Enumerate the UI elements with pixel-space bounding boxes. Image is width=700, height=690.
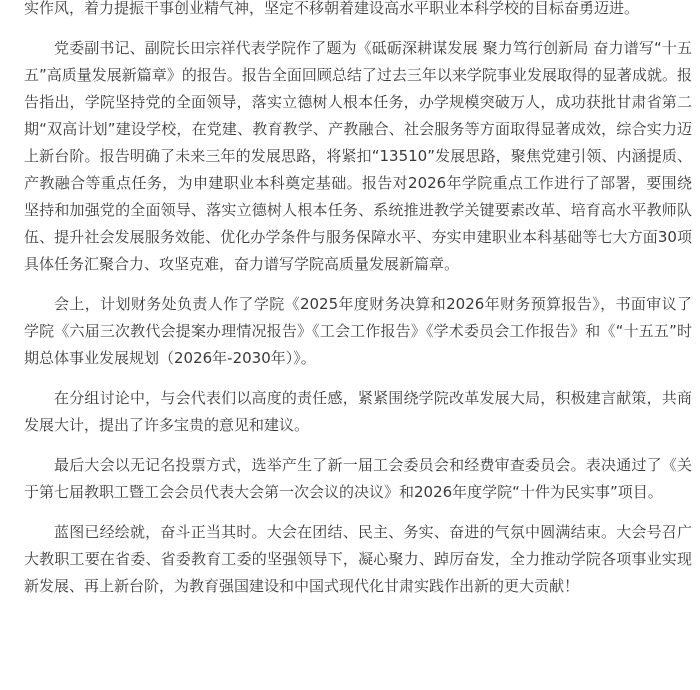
paragraph-closing: 蓝图已经绘就，奋斗正当其时。大会在团结、民主、务实、奋进的气氛中圆满结束。大会号召广大教职工要在省委、省委教育工委的坚强领导下，凝心聚力、踔厉奋发，全力推动学院各项事业实现新发展、再上新台阶，为教育强国建设和中国式现代化甘肃实践作出新的更大贡献！ [24, 523, 692, 595]
paragraph-report: 党委副书记、副院长田宗祥代表学院作了题为《砥砺深耕谋发展 聚力笃行创新局 奋力谱写“十五五”高质量发展新篇章》的报告。报告全面回顾总结了过去三年以来学院事业发展取得的显著成就。报告指出，学院坚持党的全面领导，落实立德树人根本任务，办学规模突破万人，成功获批甘肃省第二期“双高计划”建设学校，在党建、教育教学、产教融合、社会服务等方面取得显著成效，综合实力迈上新台阶。报告明确了未来三年的发展思路，将紧扣“13510”发展思路，聚焦党建引领、内涵提质、产教融合等重点任务，为申建职业本科奠定基础。报告对2026年学院重点工作进行了部署，要围绕坚持和加强党的全面领导、落实立德树人根本任务、系统推进教学关键要素改革、培育高水平教师队伍、提升社会发展服务效能、优化办学条件与服务保障水平、夯实申建职业本科基础等七大方面30项具体任务汇聚合力、攻坚克难，奋力谱写学院高质量发展新篇章。 [24, 39, 692, 273]
paragraph-continuation: 实作风，着力提振干事创业精气神，坚定不移朝着建设高水平职业本科学校的目标奋勇迈进。 [24, 0, 640, 17]
paragraph-finance: 会上，计划财务处负责人作了学院《2025年度财务决算和2026年财务预算报告》，书面审议了学院《六届三次教代会提案办理情况报告》《工会工作报告》《学术委员会工作报告》和《“十五五”时期总体事业发展规划（2026年-2030年）》。 [24, 295, 692, 367]
paragraph-election: 最后大会以无记名投票方式，选举产生了新一届工会委员会和经费审查委员会。表决通过了《关于第七届教职工暨工会会员代表大会第一次会议的决议》和2026年度学院“十件为民实事”项目。 [24, 456, 692, 501]
paragraph-discussion: 在分组讨论中，与会代表们以高度的责任感，紧紧围绕学院改革发展大局，积极建言献策，共商发展大计，提出了许多宝贵的意见和建议。 [24, 389, 692, 434]
